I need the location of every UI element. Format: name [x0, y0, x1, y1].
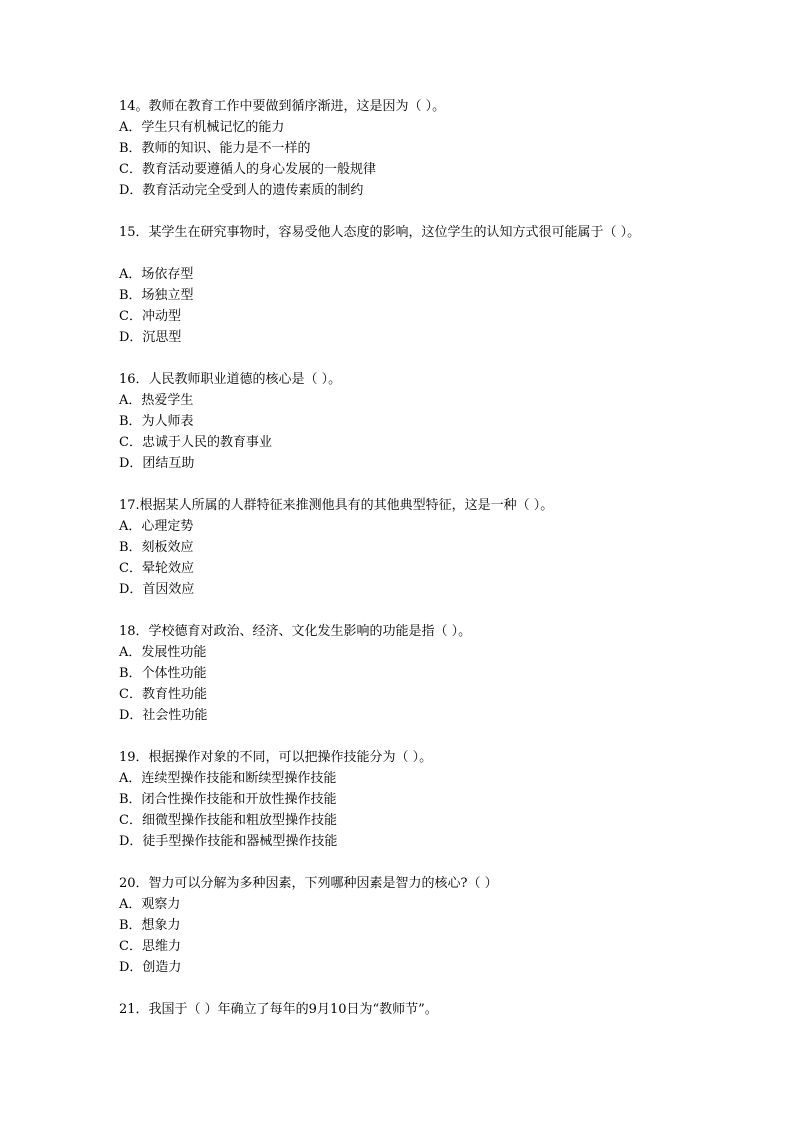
spacer [119, 348, 759, 369]
question-21 [119, 999, 759, 1020]
option-a: A．场依存型 [119, 267, 194, 282]
document-page [119, 96, 759, 1020]
option-c: C．细微型操作技能和粗放型操作技能 [119, 813, 337, 828]
option-c: C．晕轮效应 [119, 561, 194, 576]
option-d: D．创造力 [119, 960, 182, 975]
option-b: B．刻板效应 [119, 540, 194, 555]
spacer [119, 600, 759, 621]
option-b: B．闭合性操作技能和开放性操作技能 [119, 792, 337, 807]
spacer [119, 201, 759, 222]
option-a: A．连续型操作技能和断续型操作技能 [119, 771, 337, 786]
spacer [119, 243, 759, 264]
option-a: A．发展性功能 [119, 645, 207, 660]
option-a: A．学生只有机械记忆的能力 [119, 120, 285, 135]
question-19 [119, 747, 759, 852]
option-b: B．为人师表 [119, 414, 194, 429]
option-d: D．教育活动完全受到人的遗传素质的制约 [119, 183, 364, 198]
question-stem: 15．某学生在研究事物时，容易受他人态度的影响，这位学生的认知方式很可能属于（ ）。 [119, 225, 641, 240]
option-a: A．观察力 [119, 897, 181, 912]
option-a: A．热爱学生 [119, 393, 194, 408]
spacer [119, 852, 759, 873]
question-stem: 17.根据某人所属的人群特征来推测他具有的其他典型特征，这是一种（ ）。 [119, 498, 554, 513]
question-14 [119, 96, 759, 201]
spacer [119, 726, 759, 747]
question-15 [119, 222, 759, 348]
option-c: C．冲动型 [119, 309, 181, 324]
option-d: D．团结互助 [119, 456, 195, 471]
question-20 [119, 873, 759, 978]
question-stem: 20．智力可以分解为多种因素，下列哪种因素是智力的核心?（ ） [119, 876, 498, 891]
question-stem: 16．人民教师职业道德的核心是（ ）。 [119, 372, 342, 387]
option-d: D．社会性功能 [119, 708, 208, 723]
option-d: D．首因效应 [119, 582, 195, 597]
option-a: A．心理定势 [119, 519, 194, 534]
option-b: B．场独立型 [119, 288, 194, 303]
option-d: D．徒手型操作技能和器械型操作技能 [119, 834, 338, 849]
option-b: B．教师的知识、能力是不一样的 [119, 141, 311, 156]
spacer [119, 474, 759, 495]
option-c: C．教育活动要遵循人的身心发展的一般规律 [119, 162, 376, 177]
option-c: C．思维力 [119, 939, 181, 954]
spacer [119, 978, 759, 999]
question-18 [119, 621, 759, 726]
question-stem: 14。教师在教育工作中要做到循序渐进，这是因为（ ）。 [119, 99, 446, 114]
option-c: C．教育性功能 [119, 687, 207, 702]
question-stem: 19．根据操作对象的不同，可以把操作技能分为（ ）。 [119, 750, 433, 765]
option-c: C．忠诚于人民的教育事业 [119, 435, 272, 450]
option-d: D．沉思型 [119, 330, 182, 345]
question-stem: 18．学校德育对政治、经济、文化发生影响的功能是指（ ）。 [119, 624, 472, 639]
option-b: B．想象力 [119, 918, 181, 933]
question-stem: 21．我国于（ ）年确立了每年的9月10日为“教师节”。 [119, 1002, 438, 1017]
question-17 [119, 495, 759, 600]
option-b: B．个体性功能 [119, 666, 207, 681]
question-16 [119, 369, 759, 474]
